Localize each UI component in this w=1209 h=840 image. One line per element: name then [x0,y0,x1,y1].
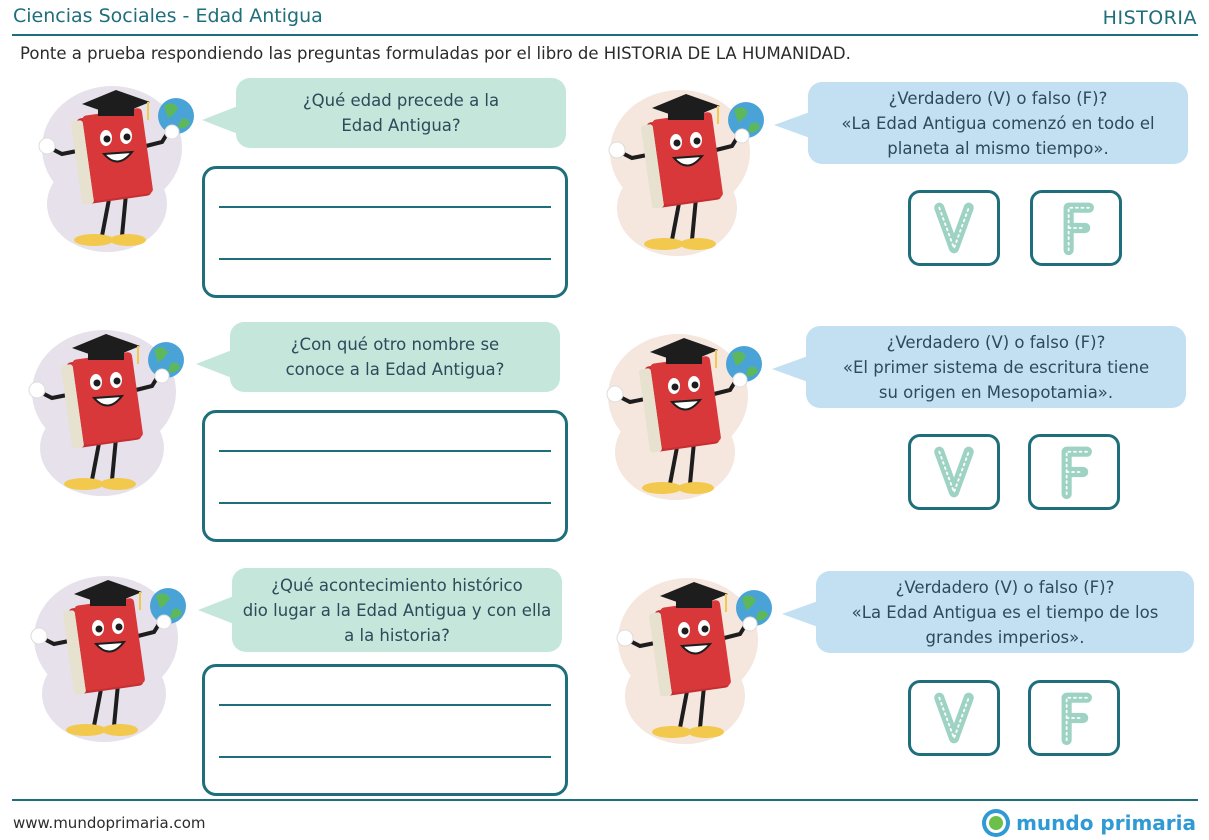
answer-line[interactable] [219,450,551,452]
question-line: grandes imperios». [925,627,1085,647]
answer-line[interactable] [219,704,551,706]
answer-line[interactable] [219,258,551,260]
true-choice-button[interactable] [908,680,1000,756]
false-choice-button[interactable] [1028,434,1120,510]
question-bubble [232,568,562,652]
question-bubble [236,78,566,148]
question-line: dio lugar a la Edad Antigua y con ella [242,600,552,620]
book-character [12,320,197,500]
false-choice-button[interactable] [1030,180,1122,266]
globe-icon [981,808,1011,838]
true-false-bubble [806,326,1186,408]
true-choice-button[interactable] [908,180,1000,266]
question-line: ¿Con qué otro nombre se [290,335,500,354]
question-bubble [230,322,560,392]
question-line: planeta al mismo tiempo». [887,138,1109,158]
question-line: «El primer sistema de escritura tiene [842,357,1150,377]
answer-line[interactable] [219,756,551,758]
footer-divider [12,799,1198,801]
question-line: «La Edad Antigua comenzó en todo el [841,113,1155,133]
true-false-bubble [808,82,1188,164]
subject-label: HISTORIA [1102,7,1197,29]
page-title: Ciencias Sociales - Edad Antigua [13,5,323,27]
question-line: ¿Verdadero (V) o falso (F)? [886,332,1106,352]
instructions: Ponte a prueba respondiendo las preguntas formuladas por el libro de HISTORIA DE LA HUMANIDAD. [20,44,851,63]
question-line: ¿Verdadero (V) o falso (F)? [895,577,1115,597]
question-line: ¿Qué edad precede a la [302,91,500,110]
book-character [590,324,775,504]
answer-line[interactable] [219,502,551,504]
question-line: a la historia? [344,625,450,645]
header-divider [12,34,1198,36]
answer-box[interactable] [202,166,568,298]
mundo-primaria-logo[interactable] [981,808,1196,838]
answer-box[interactable] [202,410,568,542]
book-character [600,568,785,748]
true-choice-button[interactable] [908,434,1000,510]
answer-box[interactable] [202,664,568,796]
false-choice-button[interactable] [1028,680,1120,756]
question-line: ¿Qué acontecimiento histórico [271,575,523,595]
book-character [592,80,777,260]
book-character [22,76,207,256]
footer-url[interactable]: www.mundoprimaria.com [13,814,206,832]
question-line: ¿Verdadero (V) o falso (F)? [888,88,1108,108]
question-line: Edad Antigua? [341,116,461,135]
book-character [14,566,199,746]
question-line: «La Edad Antigua es el tiempo de los [851,602,1159,622]
true-false-bubble [816,571,1194,653]
false-letter: F [1033,180,1043,197]
logo-text: mundo primaria [1016,811,1196,835]
question-line: su origen en Mesopotamia». [878,382,1114,402]
question-line: conoce a la Edad Antigua? [285,360,505,379]
true-letter: V [911,180,922,197]
answer-line[interactable] [219,206,551,208]
